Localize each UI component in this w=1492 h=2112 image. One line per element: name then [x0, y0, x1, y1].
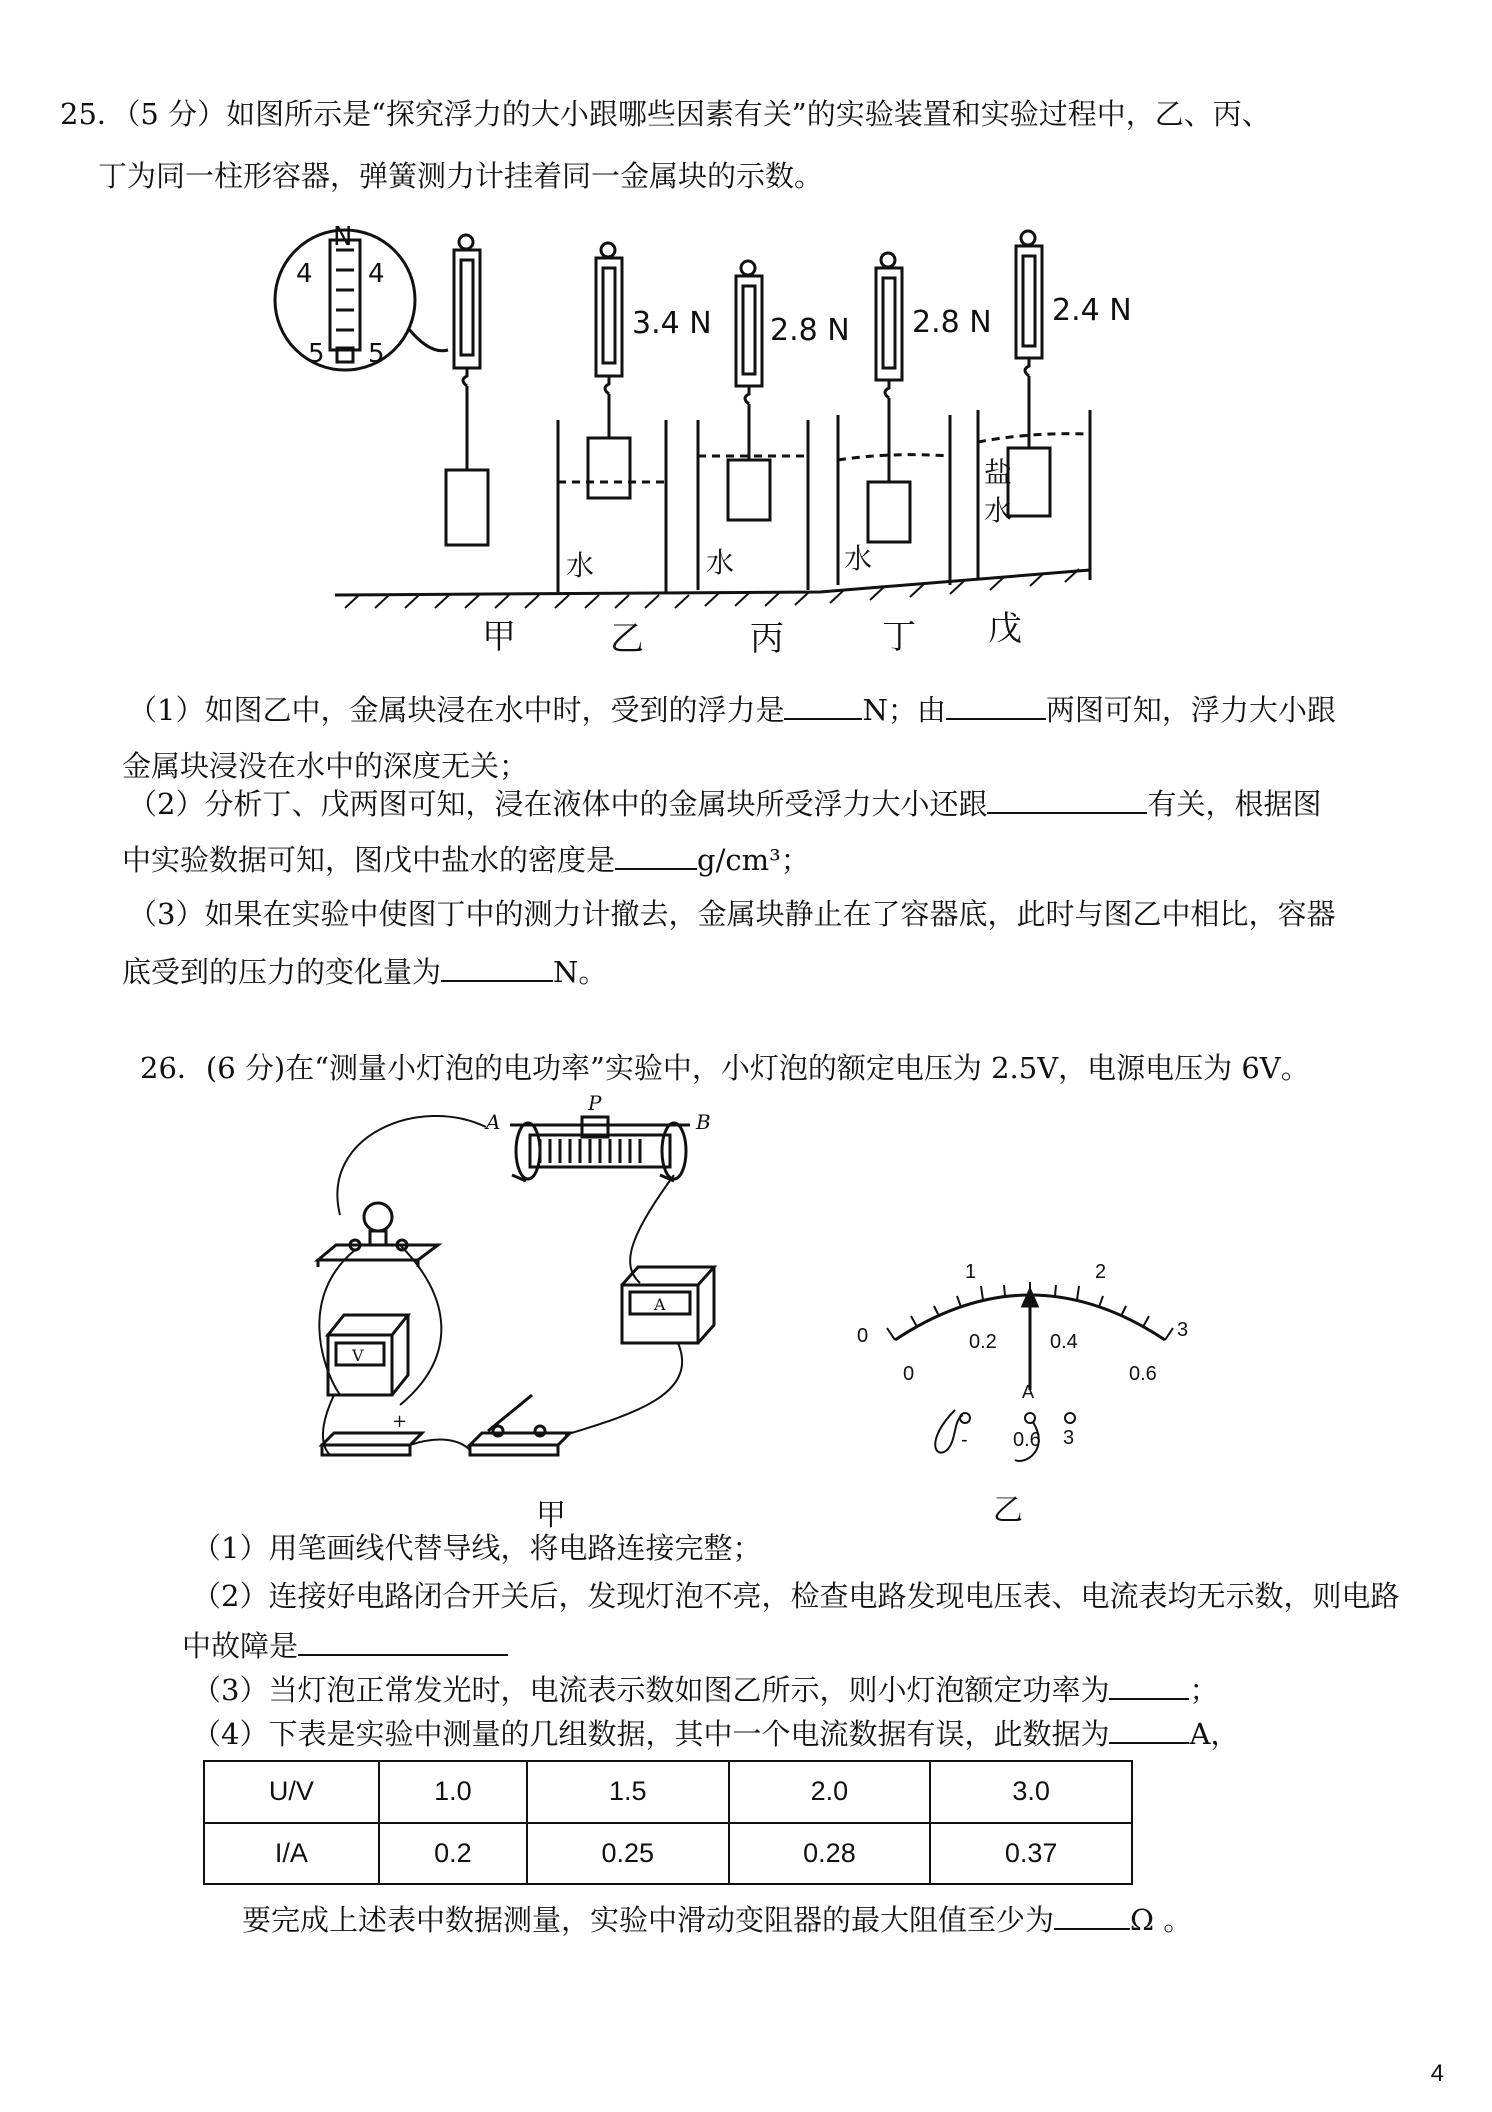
dial-top-1: 1: [965, 1261, 977, 1283]
q26-part1: （1）用笔画线代替导线，将电路连接完整；: [192, 1531, 762, 1565]
q26-part5: [242, 1900, 1192, 1938]
q25-p3-text-b: 底受到的压力的变化量为: [122, 955, 442, 989]
measurement-table: [203, 1760, 1133, 1885]
liquid-ding: 水: [844, 542, 873, 575]
ammeter-label: A: [654, 1295, 666, 1314]
q25-part3-line1: （3）如果在实验中使图丁中的测力计撤去，金属块静止在了容器底，此时与图乙中相比，容器: [128, 897, 1336, 931]
dial-terminals: [935, 1410, 1075, 1461]
caption-ding: 丁: [882, 617, 916, 657]
reading-wu: 2.4 N: [1052, 293, 1132, 328]
battery: [322, 1411, 422, 1455]
dial-top-2: 2: [1095, 1261, 1107, 1283]
q26-part2-line1: （2）连接好电路闭合开关后，发现灯泡不亮，检查电路发现电压表、电流表均无示数，则电路: [192, 1579, 1400, 1613]
table-cell: 3.0: [930, 1761, 1132, 1823]
answer-blank-pressure-change[interactable]: [441, 952, 553, 982]
answer-blank-factor[interactable]: [987, 784, 1147, 814]
q25-p1-text-a: （1）如图乙中，金属块浸在水中时，受到的浮力是: [128, 693, 785, 727]
answer-blank-density[interactable]: [615, 840, 697, 870]
scale-label-5-right: 5: [368, 339, 385, 369]
reading-yi: 3.4 N: [632, 306, 712, 341]
table-row-current: [204, 1823, 1132, 1885]
setup-bing: [698, 261, 850, 590]
q26-p5-text-b: Ω 。: [1130, 1903, 1193, 1937]
caption-wu: 戊: [988, 609, 1022, 649]
terminal-0-6: 0.6: [1013, 1429, 1041, 1451]
q25-p2-text-a: （2）分析丁、戊两图可知，浸在液体中的金属块所受浮力大小还跟: [128, 787, 988, 821]
q25-part2-line1: [128, 784, 1321, 822]
caption-bing: 丙: [750, 619, 784, 659]
scale-label-4-right: 4: [368, 259, 385, 289]
buoyancy-figure: [270, 220, 1150, 660]
reading-bing: 2.8 N: [770, 313, 850, 348]
setup-jia: [446, 235, 488, 545]
switch: [470, 1395, 570, 1455]
liquid-bing: 水: [706, 546, 735, 579]
dial-bottom-1: 0.2: [969, 1331, 997, 1353]
dial-top-3: 3: [1177, 1319, 1189, 1341]
q26-p2-text-b: 中故障是: [182, 1629, 299, 1663]
q25-line1: 25．（5 分）如图所示是“探究浮力的大小跟哪些因素有关”的实验装置和实验过程中，乙、丙、: [60, 97, 1271, 131]
answer-blank-buoyancy[interactable]: [784, 690, 862, 720]
q25-part1-line1: [128, 690, 1336, 728]
table-cell: 2.0: [729, 1761, 931, 1823]
table-cell: I/A: [204, 1823, 379, 1885]
q25-p3-text-c: N。: [553, 955, 608, 989]
table-cell: 0.25: [527, 1823, 729, 1885]
liquid-wu-2: 水: [984, 494, 1013, 527]
dial-bottom-2: 0.4: [1050, 1331, 1078, 1353]
terminal-3: 3: [1063, 1427, 1075, 1449]
voltmeter-label: V: [352, 1346, 364, 1365]
caption-dial-yi: 乙: [993, 1494, 1023, 1527]
table-cell: 1.5: [527, 1761, 729, 1823]
table-cell: U/V: [204, 1761, 379, 1823]
setup-ding: [838, 253, 992, 585]
table-cell: 0.2: [379, 1823, 527, 1885]
dial-top-0: 0: [857, 1325, 869, 1347]
table-cell: 0.28: [729, 1823, 931, 1885]
scale-label-5-left: 5: [308, 339, 325, 369]
q25-p1-text-b: N；由: [862, 693, 946, 727]
q25-p2-text-c: 中实验数据可知，图戊中盐水的密度是: [122, 843, 616, 877]
q25-line2: 丁为同一柱形容器，弹簧测力计挂着同一金属块的示数。: [98, 159, 824, 193]
answer-blank-rated-power[interactable]: [1109, 1670, 1189, 1700]
table-cell: 0.37: [930, 1823, 1132, 1885]
answer-blank-max-resistance[interactable]: [1054, 1900, 1130, 1930]
answer-blank-figures[interactable]: [946, 690, 1046, 720]
q25-part3-line2: [122, 952, 607, 990]
caption-jia: 甲: [482, 617, 516, 657]
dial-center-label: A: [1022, 1382, 1035, 1402]
q25-p2-text-b: 有关，根据图: [1147, 787, 1322, 821]
magnified-scale: [275, 222, 448, 370]
liquid-wu-1: 盐: [984, 456, 1013, 489]
dial-needle: [1023, 1290, 1037, 1390]
dial-bottom-3: 0.6: [1129, 1363, 1157, 1385]
q26-part3: [192, 1670, 1218, 1708]
rheostat-label-a: A: [486, 1110, 501, 1134]
q26-p5-text-a: 要完成上述表中数据测量，实验中滑动变阻器的最大阻值至少为: [242, 1903, 1055, 1937]
caption-circuit-jia: 甲: [536, 1498, 566, 1533]
q25-p2-text-d: g/cm³；: [697, 843, 810, 877]
scale-label-4-left: 4: [296, 259, 313, 289]
lamp: [318, 1203, 438, 1267]
dial-bottom-0: 0: [903, 1363, 915, 1385]
answer-blank-fault[interactable]: [298, 1626, 508, 1656]
table-cell: 1.0: [379, 1761, 527, 1823]
circuit-figure: [300, 1095, 840, 1535]
q26-p3-text-a: （3）当灯泡正常发光时，电流表示数如图乙所示，则小灯泡额定功率为: [192, 1673, 1110, 1707]
q26-p4-text-b: A，: [1189, 1717, 1240, 1751]
table-row-voltage: [204, 1761, 1132, 1823]
q25-part1-line2: 金属块浸没在水中的深度无关；: [122, 749, 529, 783]
terminal-minus: -: [961, 1429, 968, 1451]
scale-label-n: N: [333, 222, 353, 252]
setup-wu: [978, 231, 1132, 580]
q26-p4-text-a: （4）下表是实验中测量的几组数据，其中一个电流数据有误，此数据为: [192, 1717, 1110, 1751]
rheostat-label-p: P: [588, 1095, 602, 1115]
battery-plus-sign: +: [392, 1411, 408, 1432]
q25-p1-text-c: 两图可知，浮力大小跟: [1045, 693, 1336, 727]
q26-part2-line2: [182, 1626, 508, 1664]
q25-part2-line2: [122, 840, 810, 878]
ammeter-dial-figure: [855, 1210, 1215, 1530]
page-number: 4: [1430, 2060, 1444, 2087]
reading-ding: 2.8 N: [912, 305, 992, 340]
q26-line1: 26．(6 分)在“测量小灯泡的电功率”实验中，小灯泡的额定电压为 2.5V，电源电压为 6V。: [140, 1051, 1310, 1085]
liquid-yi: 水: [566, 549, 595, 582]
q26-p3-text-b: ；: [1189, 1673, 1219, 1707]
rheostat-label-b: B: [696, 1110, 711, 1134]
rheostat: [484, 1095, 711, 1181]
answer-blank-wrong-current[interactable]: [1109, 1714, 1189, 1744]
voltmeter: [328, 1315, 408, 1395]
q26-part4: [192, 1714, 1239, 1752]
setup-yi: [558, 243, 712, 592]
caption-yi: 乙: [610, 619, 644, 659]
